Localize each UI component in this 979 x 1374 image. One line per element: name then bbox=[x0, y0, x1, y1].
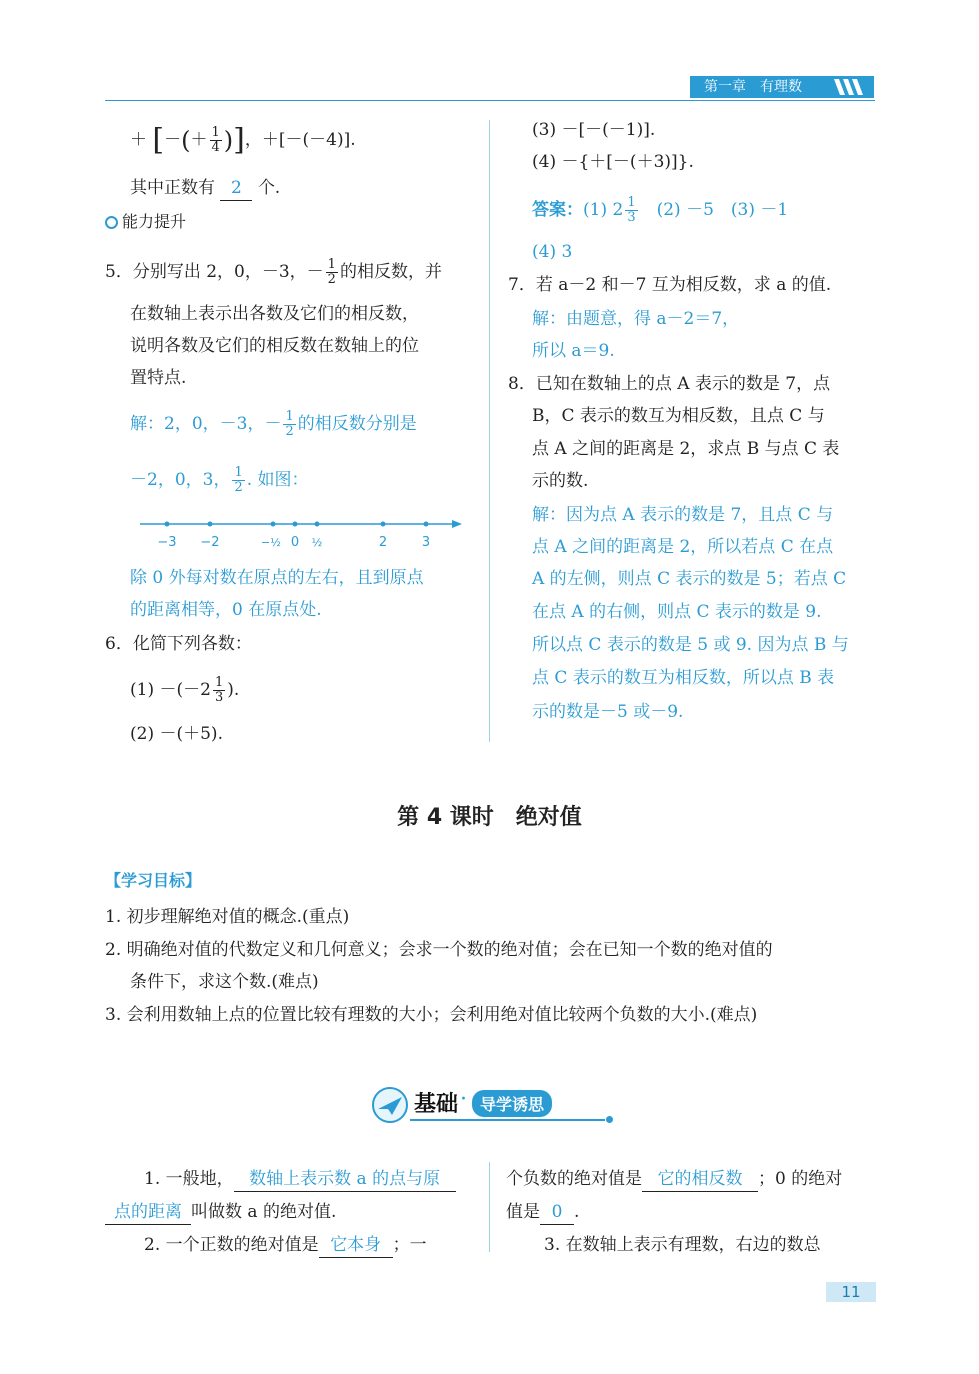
q6-answer4: (4) 3 bbox=[532, 242, 573, 262]
axis-label: −3 bbox=[157, 535, 177, 550]
q6-answer: 答案：(1) 2 $\frac{1}{3}$ (2) －5 (3) －1 bbox=[532, 195, 789, 225]
answer-blank: 0 bbox=[540, 1200, 574, 1225]
goal-2: 2. 明确绝对值的代数定义和几何意义；会求一个数的绝对值；会在已知一个数的绝对值的 bbox=[105, 940, 773, 960]
fill-2-line2: 个负数的绝对值是 它的相反数 ；0 的绝对 bbox=[506, 1167, 842, 1192]
section-title: 第 4 课时 绝对值 bbox=[397, 805, 582, 830]
banner-dot-end bbox=[606, 1116, 613, 1123]
q6-heading: 6．化简下列各数： bbox=[105, 634, 252, 654]
fill-1-line1: 1. 一般地， 数轴上表示数 a 的点与原 bbox=[144, 1167, 456, 1192]
answer-blank: 它的相反数 bbox=[642, 1167, 758, 1192]
ability-heading: 能力提升 bbox=[105, 209, 186, 232]
chapter-header bbox=[690, 76, 874, 98]
q6-item2: (2) －(＋5). bbox=[130, 724, 223, 744]
q4-line-end: ＋ [－(＋ $\frac{1}{4}$ )]，＋[－(－4)]. bbox=[130, 122, 356, 158]
q8-line3: 点 A 之间的距离是 2，求点 B 与点 C 表 bbox=[532, 439, 840, 459]
number-line bbox=[138, 510, 468, 556]
goals-label: 【学习目标】 bbox=[105, 871, 202, 890]
answer-blank: 点的距离 bbox=[105, 1200, 191, 1225]
q8-solution6: 点 C 表示的数互为相反数，所以点 B 表 bbox=[532, 668, 835, 688]
q8-solution5: 所以点 C 表示的数是 5 或 9. 因为点 B 与 bbox=[532, 635, 849, 655]
q5-line2: 在数轴上表示出各数及它们的相反数， bbox=[130, 304, 419, 324]
axis-label: −2 bbox=[200, 535, 220, 550]
goal-3: 3. 会利用数轴上点的位置比较有理数的大小；会利用绝对值比较两个负数的大小.(难点) bbox=[105, 1005, 758, 1025]
goal-1: 1. 初步理解绝对值的概念.(重点) bbox=[105, 907, 350, 927]
fill-2-line3: 值是 0 . bbox=[506, 1200, 579, 1225]
q8-solution7: 示的数是－5 或－9. bbox=[532, 702, 684, 722]
answer-blank: 数轴上表示数 a 的点与原 bbox=[234, 1167, 456, 1192]
q7-question: 7．若 a－2 和－7 互为相反数，求 a 的值. bbox=[508, 275, 832, 295]
q6-item1: (1) －(－2 $\frac{1}{3}$ ). bbox=[130, 675, 240, 705]
q8-solution3: A 的左侧，则点 C 表示的数是 5；若点 C bbox=[532, 569, 847, 589]
fill-3-line1: 3. 在数轴上表示有理数，右边的数总 bbox=[544, 1235, 821, 1255]
header-rule bbox=[105, 100, 875, 101]
q5-solution1: 解：2，0，－3，－ $\frac{1}{2}$ 的相反数分别是 bbox=[130, 409, 417, 439]
fill-1-line2: 点的距离 叫做数 a 的绝对值. bbox=[105, 1200, 336, 1225]
paper-plane-icon bbox=[370, 1085, 410, 1125]
q8-solution1: 解：因为点 A 表示的数是 7，且点 C 与 bbox=[532, 505, 834, 525]
q7-solution2: 所以 a＝9. bbox=[532, 341, 615, 361]
axis-label: 3 bbox=[421, 535, 431, 550]
axis-label: −½ bbox=[261, 536, 281, 549]
q5-line1: 5．分别写出 2，0，－3，－ $\frac{1}{2}$ 的相反数，并 bbox=[105, 257, 442, 287]
axis-label: 2 bbox=[378, 535, 388, 550]
page-number: 11 bbox=[826, 1282, 876, 1302]
fill-2-line1: 2. 一个正数的绝对值是 它本身 ；一 bbox=[144, 1233, 427, 1258]
q7-solution1: 解：由题意，得 a－2＝7， bbox=[532, 309, 740, 329]
axis-label: ½ bbox=[311, 536, 323, 549]
q8-line2: B，C 表示的数互为相反数，且点 C 与 bbox=[532, 406, 825, 426]
banner-main: 基础 bbox=[414, 1092, 459, 1117]
answer-blank: 它本身 bbox=[319, 1233, 393, 1258]
section-banner bbox=[370, 1085, 610, 1125]
chapter-title: 第一章 有理数 bbox=[704, 79, 802, 95]
q8-solution2: 点 A 之间的距离是 2，所以若点 C 在点 bbox=[532, 537, 834, 557]
circle-icon bbox=[105, 216, 118, 229]
stripes-icon bbox=[834, 79, 866, 95]
q8-solution4: 在点 A 的右侧，则点 C 表示的数是 9. bbox=[532, 602, 822, 622]
q5-line4: 置特点. bbox=[130, 368, 187, 388]
q5-solution3: 除 0 外每对数在原点的左右，且到原点 bbox=[130, 568, 424, 588]
q5-line3: 说明各数及它们的相反数在数轴上的位 bbox=[130, 336, 419, 356]
q8-line4: 示的数. bbox=[532, 471, 589, 491]
q5-solution4: 的距离相等，0 在原点处. bbox=[130, 600, 322, 620]
banner-sub: 导学诱思 bbox=[472, 1090, 552, 1117]
banner-dot: · bbox=[460, 1087, 467, 1112]
column-divider bbox=[489, 120, 490, 742]
axis-label: 0 bbox=[290, 535, 300, 550]
bottom-column-divider bbox=[489, 1162, 490, 1252]
q8-line1: 8．已知在数轴上的点 A 表示的数是 7，点 bbox=[508, 374, 831, 394]
q6-item3: (3) －[－(－1)]. bbox=[532, 120, 656, 140]
q6-item4: (4) －{＋[－(＋3)]}. bbox=[532, 152, 694, 172]
q5-solution2: －2，0，3， $\frac{1}{2}$ . 如图： bbox=[130, 465, 309, 495]
goal-2-cont: 条件下，求这个数.(难点) bbox=[130, 972, 319, 992]
banner-underline bbox=[410, 1119, 605, 1121]
positive-count-line: 其中正数有 2 个. bbox=[130, 176, 280, 201]
answer-blank: 2 bbox=[220, 176, 252, 201]
